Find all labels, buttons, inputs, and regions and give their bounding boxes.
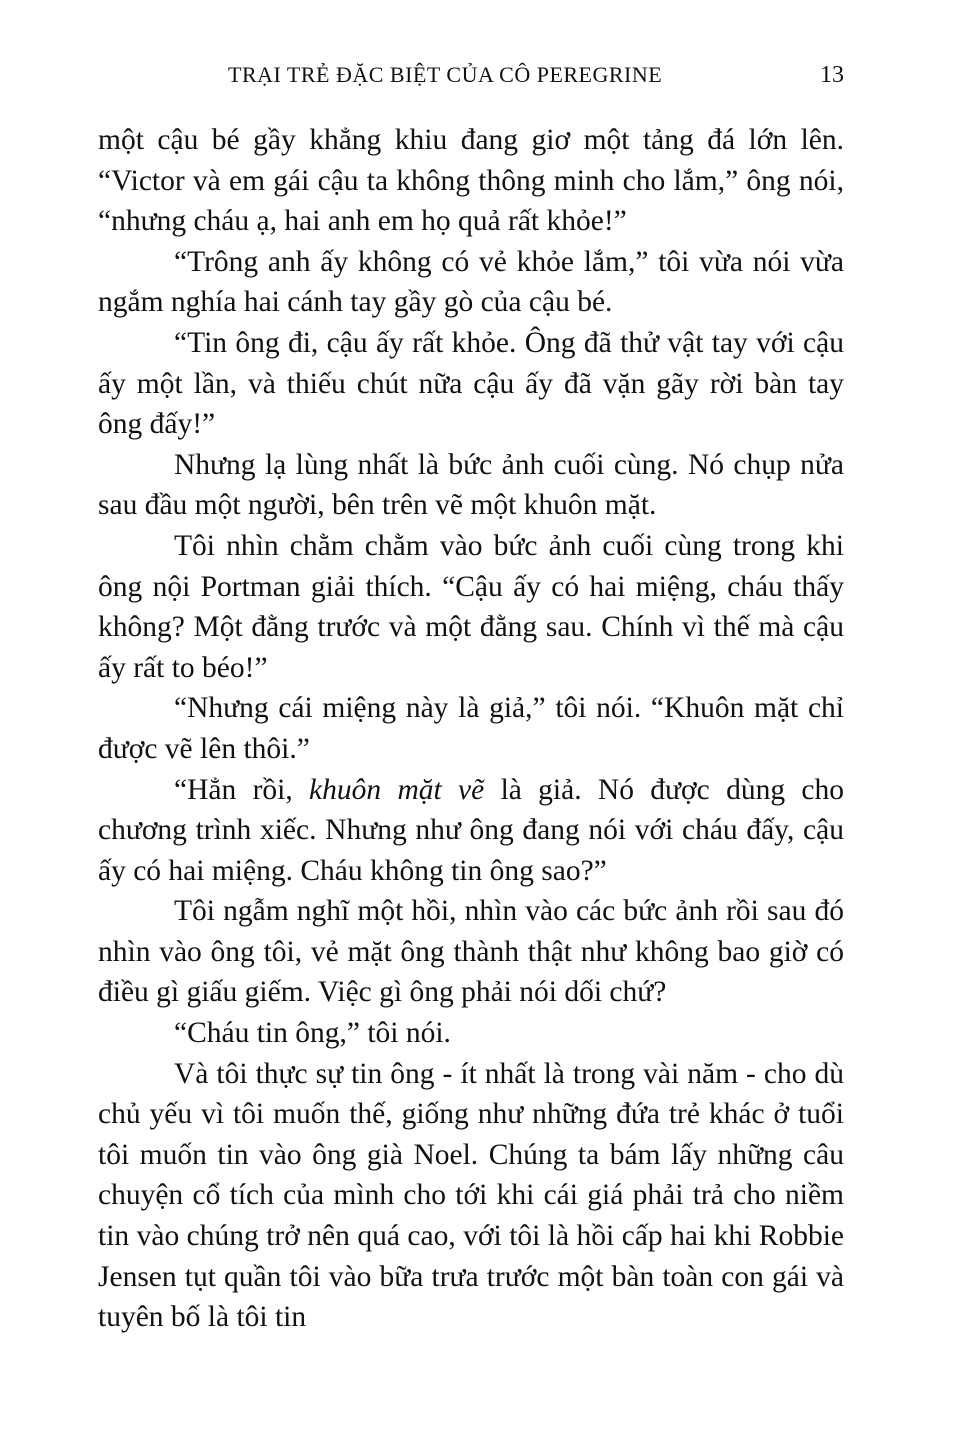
paragraph: “Nhưng cái miệng này là giả,” tôi nói. “Khuôn mặt chỉ được vẽ lên thôi.”	[98, 692, 844, 765]
running-header	[96, 62, 844, 102]
paragraph-text-before: “Hẳn rồi,	[174, 773, 310, 806]
paragraph-continuation: một cậu bé gầy khẳng khiu đang giơ một tảng đá lớn lên. “Victor và em gái cậu ta không thông minh cho lắm,” ông nói, “nhưng cháu ạ, hai anh em họ quả rất khỏe!”	[98, 124, 844, 238]
paragraph: Nhưng lạ lùng nhất là bức ảnh cuối cùng. Nó chụp nửa sau đầu một người, bên trên vẽ một khuôn mặt.	[98, 448, 844, 522]
paragraph: Tôi ngẫm nghĩ một hồi, nhìn vào các bức ảnh rồi sau đó nhìn vào ông tôi, vẻ mặt ông thành thật như không bao giờ có điều gì giấu giếm. Việc gì ông phải nói dối chứ?	[98, 895, 844, 1009]
body-text	[98, 120, 844, 1338]
paragraph: “Tin ông đi, cậu ấy rất khỏe. Ông đã thử vật tay với cậu ấy một lần, và thiếu chút nữa cậu ấy đã vặn gãy rời bàn tay ông đấy!”	[98, 326, 844, 441]
running-title: TRẠI TRẺ ĐẶC BIỆT CỦA CÔ PEREGRINE	[228, 62, 663, 87]
paragraph: “Trông anh ấy không có vẻ khỏe lắm,” tôi vừa nói vừa ngắm nghía hai cánh tay gầy gò của cậu bé.	[98, 245, 844, 319]
paragraph: Tôi nhìn chằm chằm vào bức ảnh cuối cùng trong khi ông nội Portman giải thích. “Cậu ấy có hai miệng, cháu thấy không? Một đằng trước và một đằng sau. Chính vì thế mà cậu ấy rất to béo!”	[98, 529, 844, 684]
page-number: 13	[820, 62, 844, 88]
emphasis-text: khuôn mặt vẽ	[309, 773, 485, 806]
paragraph: “Cháu tin ông,” tôi nói.	[174, 1017, 451, 1050]
paragraph: Và tôi thực sự tin ông - ít nhất là trong vài năm - cho dù chủ yếu vì tôi muốn thế, giống như những đứa trẻ khác ở tuổi tôi muốn tin vào ông già Noel. Chúng ta bám lấy những câu chuyện cổ tích của mình cho tới khi cái giá phải trả cho niềm tin vào chúng trở nên quá cao, với tôi là hồi cấp hai khi Robbie Jensen tụt quần tôi vào bữa trưa trước một bàn toàn con gái và tuyên bố là tôi tin	[98, 1057, 844, 1334]
paragraph-text-after: là giả. Nó được dùng cho chương trình xiếc. Nhưng như ông đang nói với cháu đấy, cậu ấy có hai miệng. Cháu không tin ông sao?”	[98, 773, 844, 887]
paragraph-with-emphasis	[98, 770, 844, 892]
